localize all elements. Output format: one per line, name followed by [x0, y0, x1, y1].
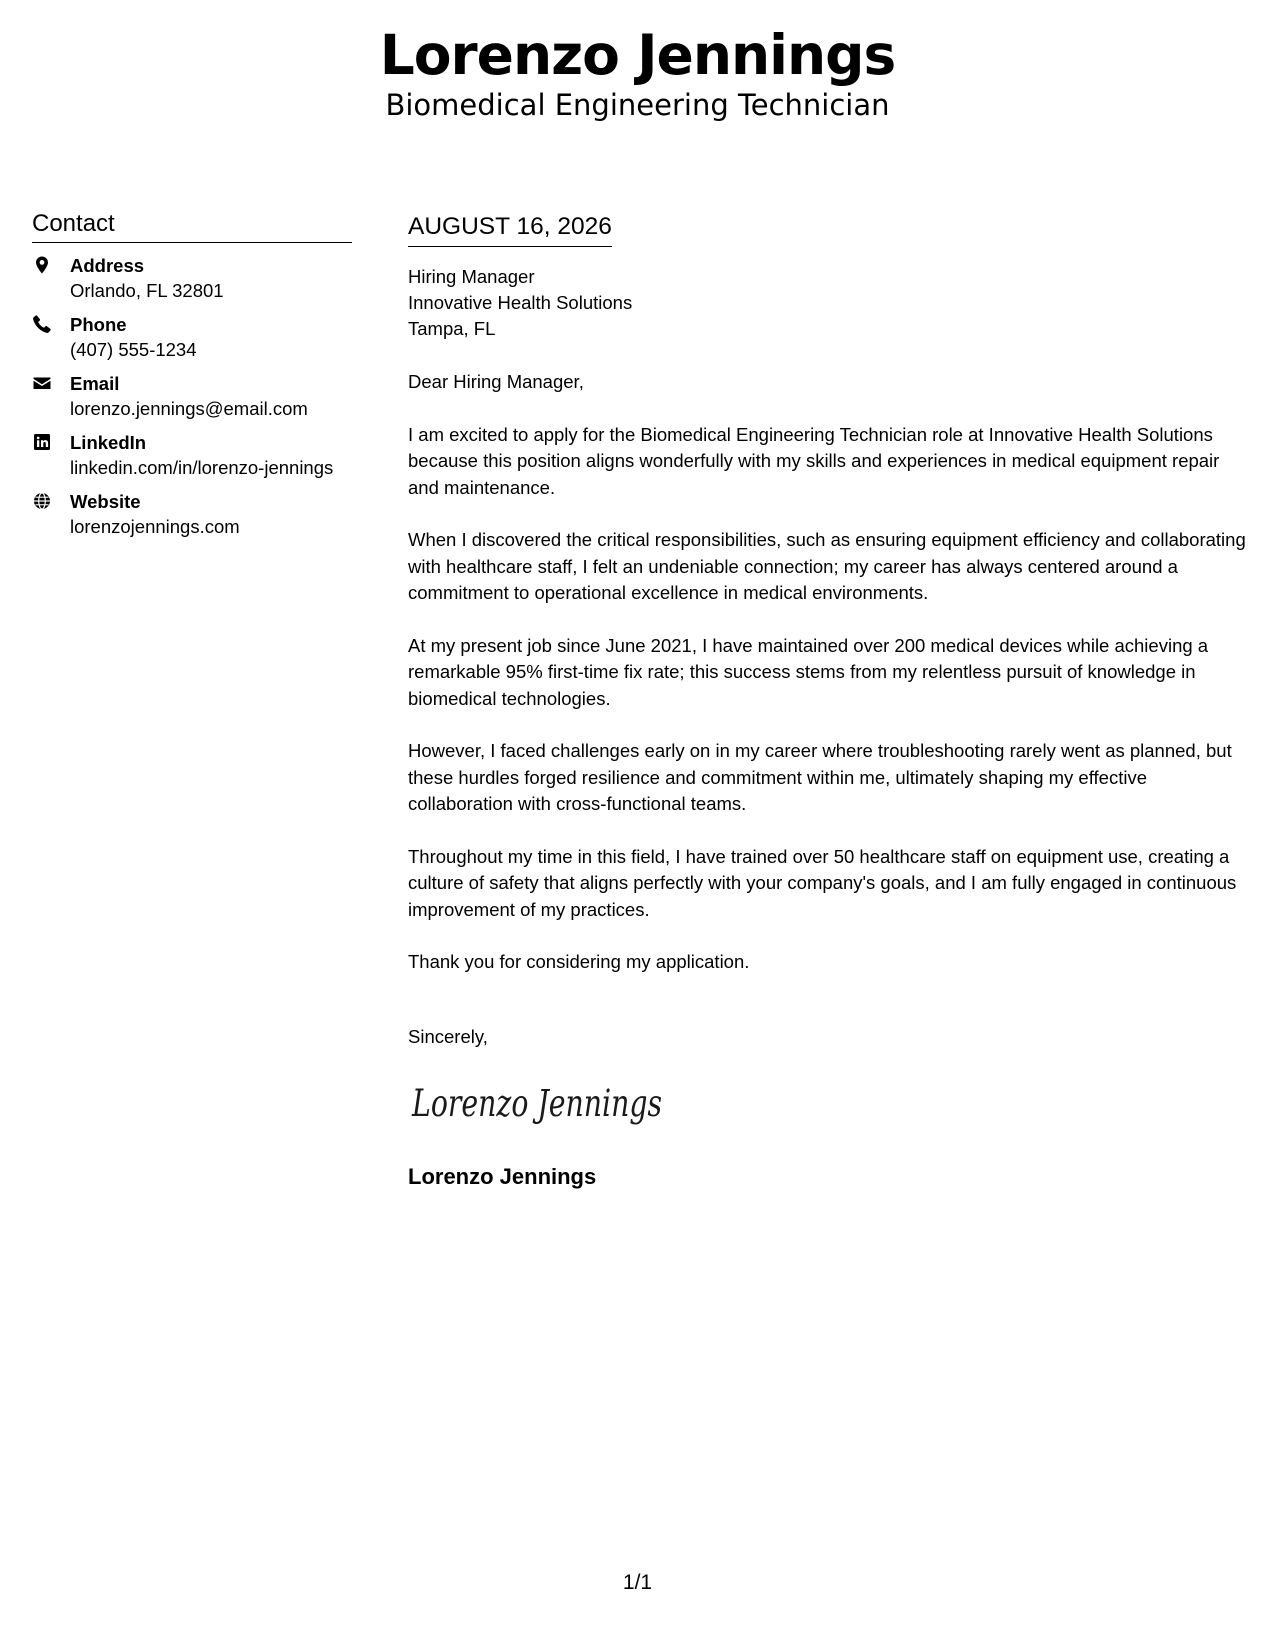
contact-item-address	[32, 253, 352, 303]
paragraph: When I discovered the critical responsibilities, such as ensuring equipment efficiency and collaborating with healthcare staff, I felt an undeniable connection; my career has always centered around a commitment to operational excellence in medical environments.	[408, 529, 1246, 603]
contact-heading: Contact	[32, 208, 352, 243]
phone-icon	[32, 312, 70, 334]
contact-item-email	[32, 371, 352, 421]
website-value: lorenzojennings.com	[70, 516, 240, 537]
contact-item-website	[32, 489, 352, 539]
paragraph: Throughout my time in this field, I have trained over 50 healthcare staff on equipment use, creating a culture of safety that aligns perfectly with your company's goals, and I am fully engaged in continuous improvement of my practices.	[408, 845, 1237, 920]
phone-label: Phone	[70, 314, 127, 335]
page-number: 1/1	[622, 1571, 653, 1594]
envelope-icon	[32, 371, 70, 393]
paragraph: At my present job since June 2021, I have maintained over 200 medical devices while achieving a remarkable 95% first-time fix rate; this success stems from my relentless pursuit of knowledge in biomedical technologies.	[408, 634, 1209, 709]
paragraph: However, I faced challenges early on in my career where troubleshooting rarely went as planned, but these hurdles forged resilience and commitment within me, ultimately shaping my effective collaboration with cross-functional teams.	[408, 740, 1232, 814]
letter-date: AUGUST 16, 2026	[408, 211, 612, 247]
contact-sidebar	[32, 208, 352, 548]
paragraph: I am excited to apply for the Biomedical Engineering Technician role at Innovative Health Solutions because this position aligns wonderfully with my skills and experiences in medical equipment repair and maintenance.	[408, 423, 1220, 498]
linkedin-value: linkedin.com/in/lorenzo-jennings	[70, 457, 334, 478]
salutation: Dear Hiring Manager,	[408, 371, 584, 392]
email-label: Email	[70, 373, 120, 394]
contact-item-linkedin	[32, 430, 352, 480]
website-label: Website	[70, 491, 141, 512]
handwritten-signature	[410, 1078, 1246, 1138]
globe-icon	[32, 489, 70, 511]
letter-body	[408, 211, 1246, 1192]
recipient-line: Tampa, FL	[408, 318, 496, 339]
recipient-block	[408, 264, 1246, 342]
header	[0, 22, 1275, 124]
linkedin-label: LinkedIn	[70, 432, 147, 453]
recipient-line: Innovative Health Solutions	[408, 292, 633, 313]
recipient-line: Hiring Manager	[408, 266, 535, 287]
applicant-title: Biomedical Engineering Technician	[385, 88, 890, 122]
svg-text:Lorenzo Jennings: Lorenzo Jennings	[411, 1082, 662, 1125]
phone-value: (407) 555-1234	[70, 339, 197, 360]
email-value: lorenzo.jennings@email.com	[70, 398, 308, 419]
applicant-name: Lorenzo Jennings	[379, 23, 896, 87]
paragraph: Thank you for considering my application.	[408, 951, 750, 972]
closing: Sincerely,	[408, 1025, 488, 1047]
contact-item-phone	[32, 312, 352, 362]
address-label: Address	[70, 255, 145, 276]
signer-name: Lorenzo Jennings	[408, 1163, 597, 1189]
linkedin-icon	[32, 430, 70, 452]
address-value: Orlando, FL 32801	[70, 280, 224, 301]
location-pin-icon	[32, 253, 70, 275]
